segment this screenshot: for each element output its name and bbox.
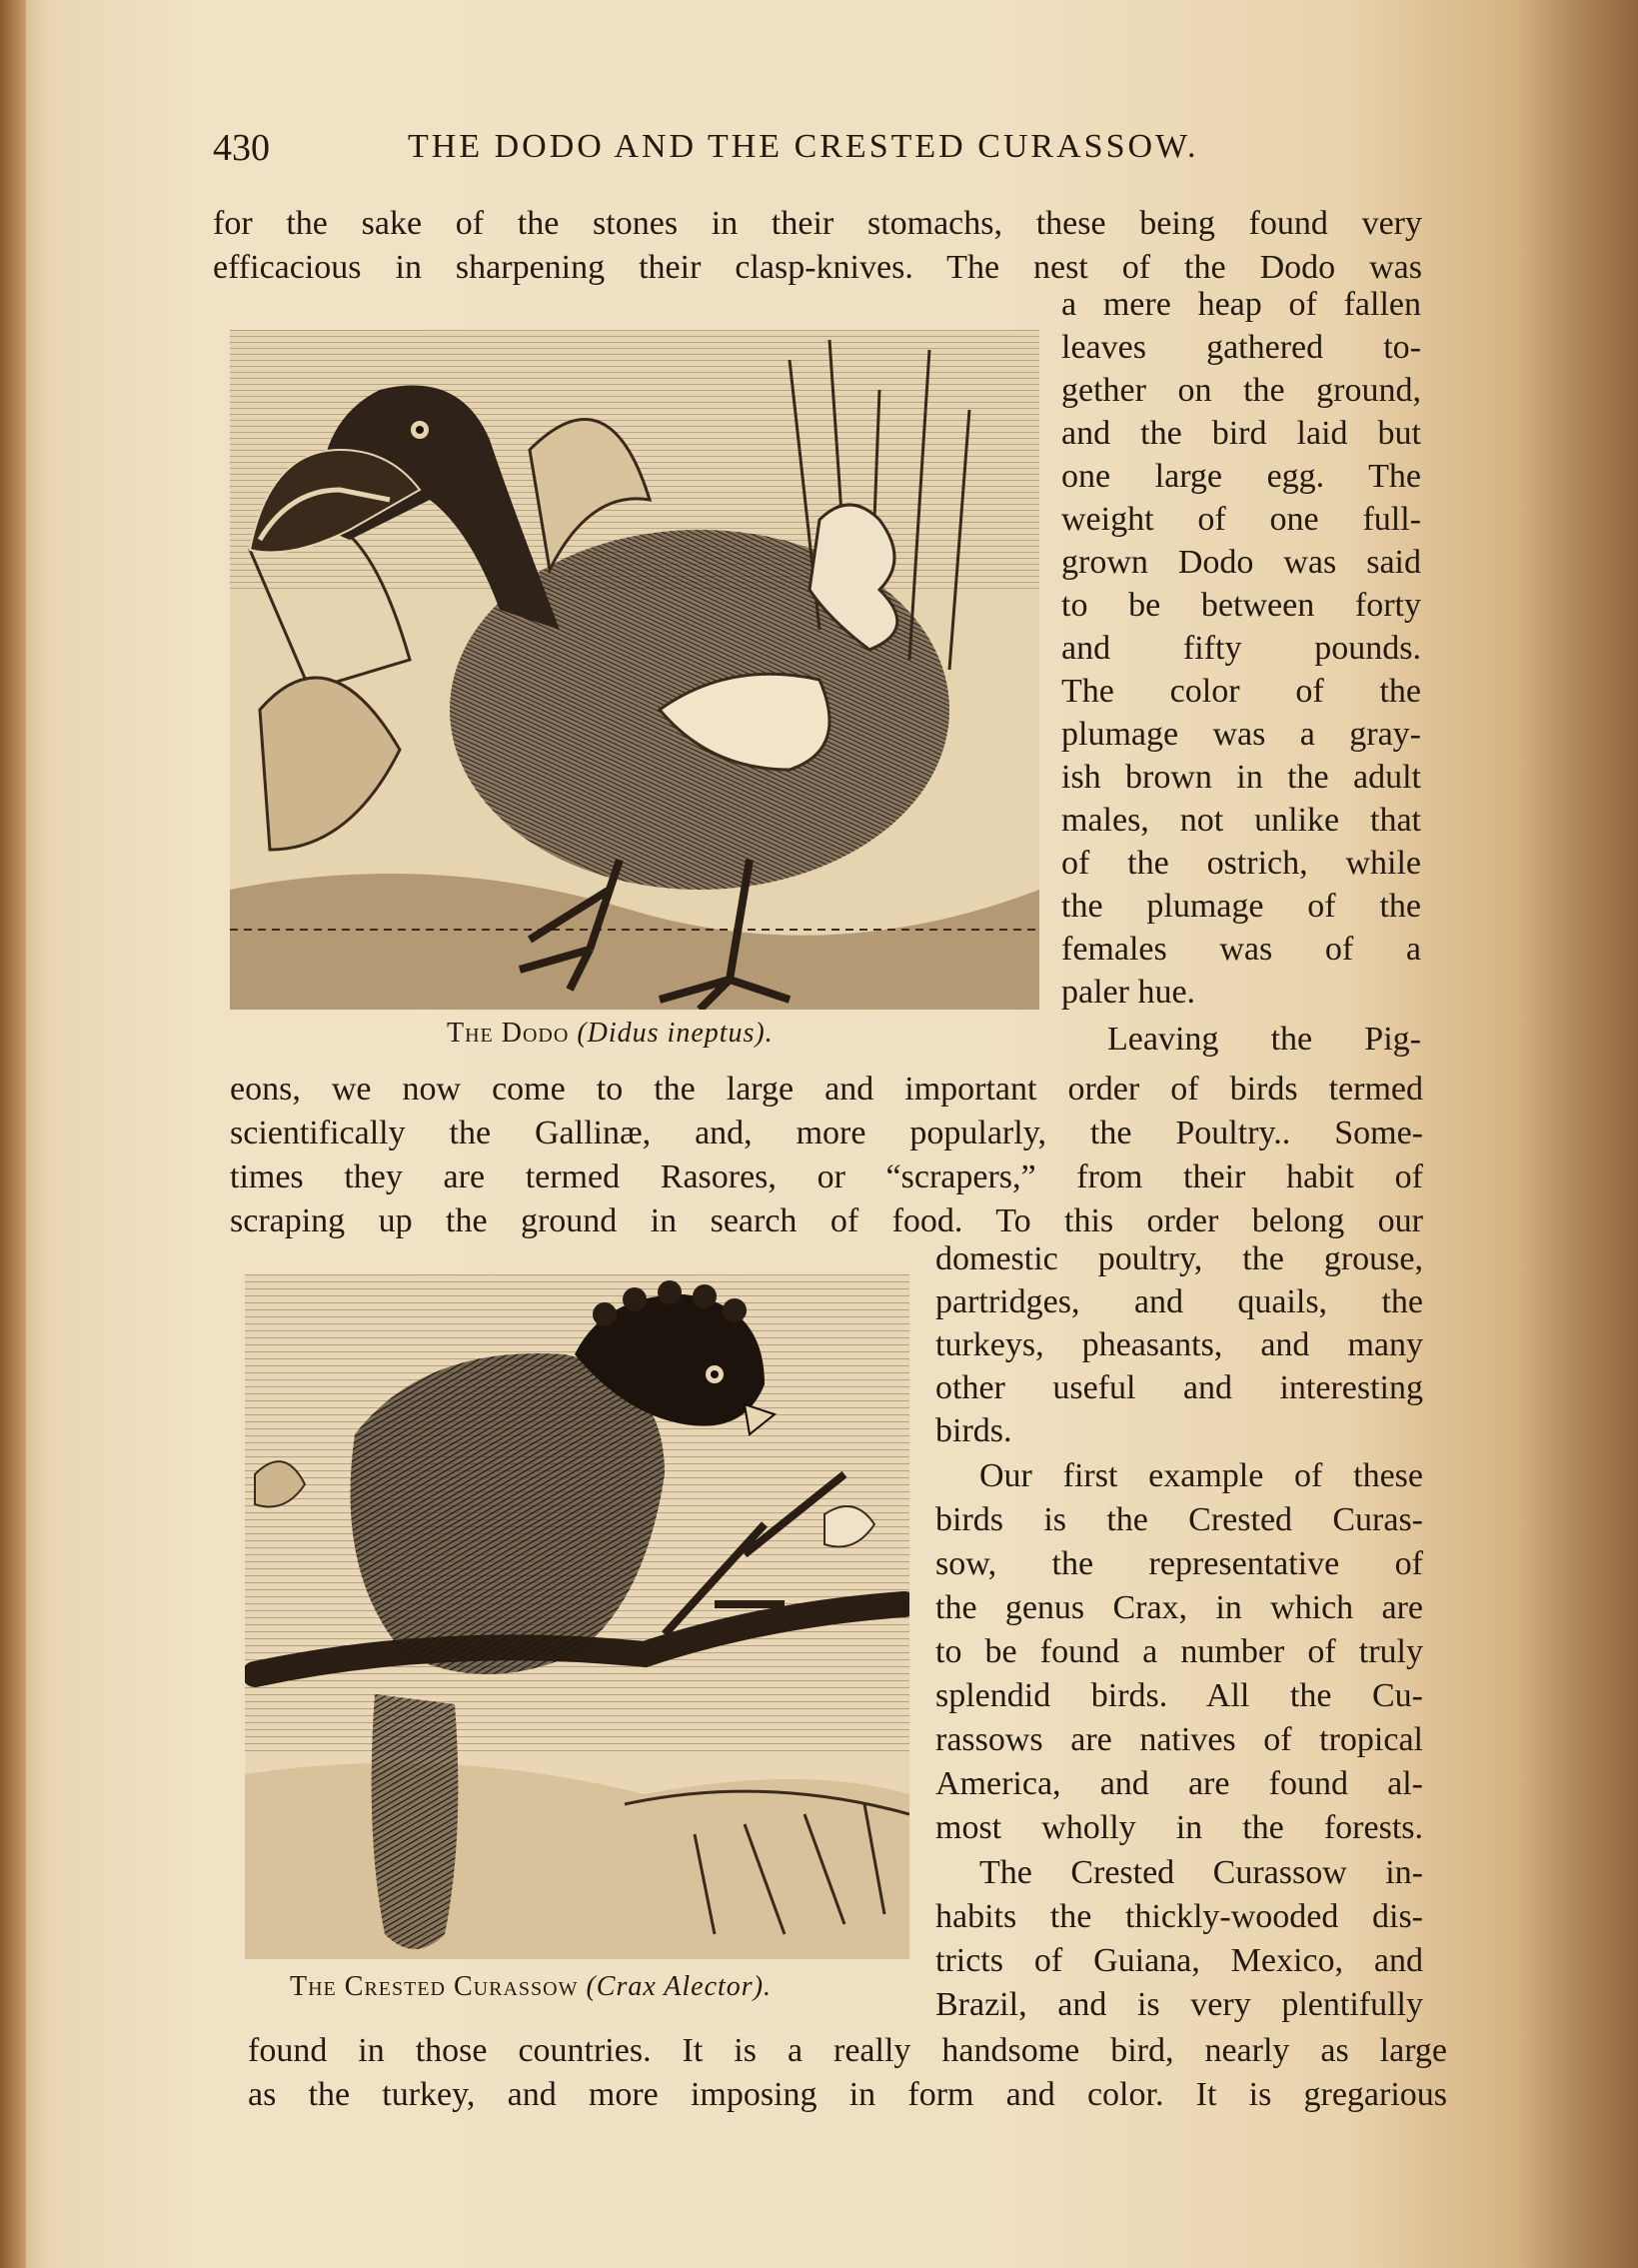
dodo-caption-latin: (Didus ineptus).	[577, 1018, 774, 1049]
dodo-engraving	[230, 330, 1039, 1010]
page-header	[213, 126, 1442, 176]
text-line: efficacious in sharpening their clasp-knives. The nest of the Dodo was	[213, 249, 1422, 286]
text-line: turkeys, pheasants, and many	[935, 1326, 1423, 1363]
text-line: paler hue.	[1061, 974, 1196, 1011]
text-line: sow, the representative of	[935, 1545, 1423, 1582]
text-line: other useful and interesting	[935, 1369, 1423, 1406]
text-line: birds is the Crested Curas-	[935, 1501, 1423, 1538]
text-line: to be between forty	[1061, 587, 1421, 624]
text-line: tricts of Guiana, Mexico, and	[935, 1942, 1423, 1979]
text-line: to be found a number of truly	[935, 1633, 1423, 1670]
text-line: America, and are found al-	[935, 1765, 1423, 1802]
text-line: plumage was a gray-	[1061, 716, 1421, 753]
text-line: splendid birds. All the Cu-	[935, 1677, 1423, 1714]
text-line: habits the thickly-wooded dis-	[935, 1898, 1423, 1935]
text-line: found in those countries. It is a really handsome bird, nearly as large	[248, 2032, 1447, 2069]
text-line: rassows are natives of tropical	[935, 1721, 1423, 1758]
text-line: Brazil, and is very plentifully	[935, 1986, 1423, 2023]
text-line: weight of one full-	[1061, 501, 1421, 538]
text-line: most wholly in the forests.	[935, 1809, 1423, 1846]
text-line: a mere heap of fallen	[1061, 286, 1421, 323]
text-line: Leaving the Pig-	[1107, 1021, 1421, 1058]
curassow-engraving	[245, 1274, 909, 1959]
curassow-caption	[290, 1971, 772, 2003]
curassow-illustration	[245, 1274, 909, 1959]
text-line: and fifty pounds.	[1061, 630, 1421, 667]
text-line: one large egg. The	[1061, 458, 1421, 495]
text-line: ish brown in the adult	[1061, 759, 1421, 796]
text-line: domestic poultry, the grouse,	[935, 1240, 1423, 1277]
dodo-illustration	[230, 330, 1039, 1010]
text-line: males, not unlike that	[1061, 802, 1421, 839]
text-line: females was of a	[1061, 931, 1421, 968]
running-title: THE DODO AND THE CRESTED CURASSOW.	[408, 128, 1199, 165]
text-line: the genus Crax, in which are	[935, 1589, 1423, 1626]
text-line: times they are termed Rasores, or “scrapers,” from their habit of	[230, 1158, 1423, 1195]
dodo-caption-name: The Dodo	[447, 1018, 570, 1049]
text-line: of the ostrich, while	[1061, 845, 1421, 882]
text-line: and the bird laid but	[1061, 415, 1421, 452]
text-line: birds.	[935, 1412, 1012, 1449]
text-line: The color of the	[1061, 673, 1421, 710]
text-line: gether on the ground,	[1061, 372, 1421, 409]
curassow-caption-latin: (Crax Alector).	[586, 1971, 773, 2002]
text-line: as the turkey, and more imposing in form and color. It is gregarious	[248, 2076, 1447, 2113]
page-edge-shadow	[1518, 0, 1638, 2268]
page-number: 430	[213, 127, 270, 169]
text-line: for the sake of the stones in their stomachs, these being found very	[213, 205, 1422, 242]
text-line: grown Dodo was said	[1061, 544, 1421, 581]
curassow-caption-name: The Crested Curassow	[290, 1971, 579, 2002]
text-line: The Crested Curassow in-	[979, 1854, 1423, 1891]
dodo-caption	[447, 1018, 774, 1050]
text-line: scraping up the ground in search of food. To this order belong our	[230, 1202, 1423, 1239]
binding-gutter	[0, 0, 26, 2268]
text-line: the plumage of the	[1061, 888, 1421, 925]
text-line: partridges, and quails, the	[935, 1283, 1423, 1320]
text-line: Our first example of these	[979, 1457, 1423, 1494]
text-line: scientifically the Gallinæ, and, more popularly, the Poultry.. Some-	[230, 1115, 1423, 1151]
text-line: eons, we now come to the large and important order of birds termed	[230, 1071, 1423, 1108]
text-line: leaves gathered to-	[1061, 329, 1421, 366]
